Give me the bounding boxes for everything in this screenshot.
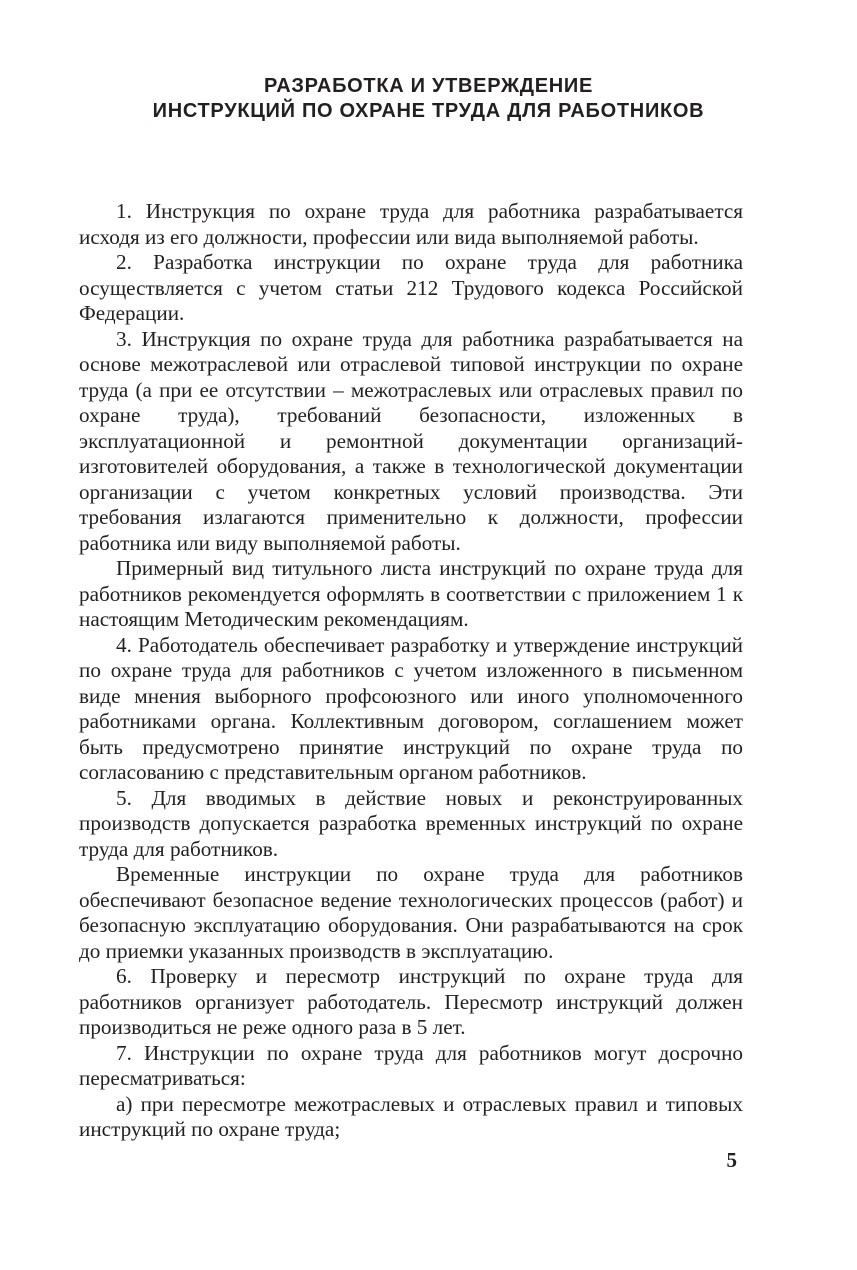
paragraph-7: 7. Инструкции по охране труда для работников могут досрочно пересматриваться: <box>79 1040 743 1090</box>
paragraph-7a: а) при пересмотре межотраслевых и отраслевых правил и типовых инструкций по охране труда; <box>79 1091 743 1141</box>
paragraph-3: 3. Инструкция по охране труда для работника разрабатывается на основе межотраслевой или отраслевой типовой инструкции по охране труда (а при ее отсутствии – межотраслевых или отраслевых правил по охране труда), требований безопасности, изложенных в эксплуатационной и ремонтной документации организаций-изготовителей оборудования, а также в технологической документации организации с учетом конкретных условий производства. Эти требования излагаются применительно к должности, профессии работника или виду выполняемой работы. <box>79 326 743 555</box>
heading-line-2: ИНСТРУКЦИЙ ПО ОХРАНЕ ТРУДА ДЛЯ РАБОТНИКОВ <box>152 100 705 122</box>
paragraph-1: 1. Инструкция по охране труда для работника разрабатывается исходя из его должности, профессии или вида выполняемой работы. <box>79 199 743 249</box>
paragraph-title-page-note: Примерный вид титульного листа инструкций по охране труда для работников рекомендуется оформлять в соответствии с приложением 1 к настоящим Методическим рекомендациям. <box>79 556 743 631</box>
body-text <box>79 199 743 1143</box>
paragraph-2: 2. Разработка инструкции по охране труда для работника осуществляется с учетом статьи 212 Трудового кодекса Российской Федерации. <box>79 250 743 325</box>
paragraph-temporary-instructions: Временные инструкции по охране труда для работников обеспечивают безопасное ведение технологических процессов (работ) и безопасную эксплуатацию оборудования. Они разрабатываются на срок до приемки указанных производств в эксплуатацию. <box>79 862 743 963</box>
page-number: 5 <box>726 1148 737 1172</box>
heading-line-1: РАЗРАБОТКА И УТВЕРЖДЕНИЕ <box>263 75 593 97</box>
section-heading <box>60 74 797 124</box>
paragraph-4: 4. Работодатель обеспечивает разработку и утверждение инструкций по охране труда для работников с учетом изложенного в письменном виде мнения выборного профсоюзного или иного уполномоченного работниками органа. Коллективным договором, соглашением может быть предусмотрено принятие инструкций по охране труда по согласованию с представительным органом работников. <box>79 632 743 784</box>
paragraph-6: 6. Проверку и пересмотр инструкций по охране труда для работников организует работодатель. Пересмотр инструкций должен производиться не реже одного раза в 5 лет. <box>79 964 743 1039</box>
paragraph-5: 5. Для вводимых в действие новых и реконструированных производств допускается разработка временных инструкций по охране труда для работников. <box>79 785 743 861</box>
